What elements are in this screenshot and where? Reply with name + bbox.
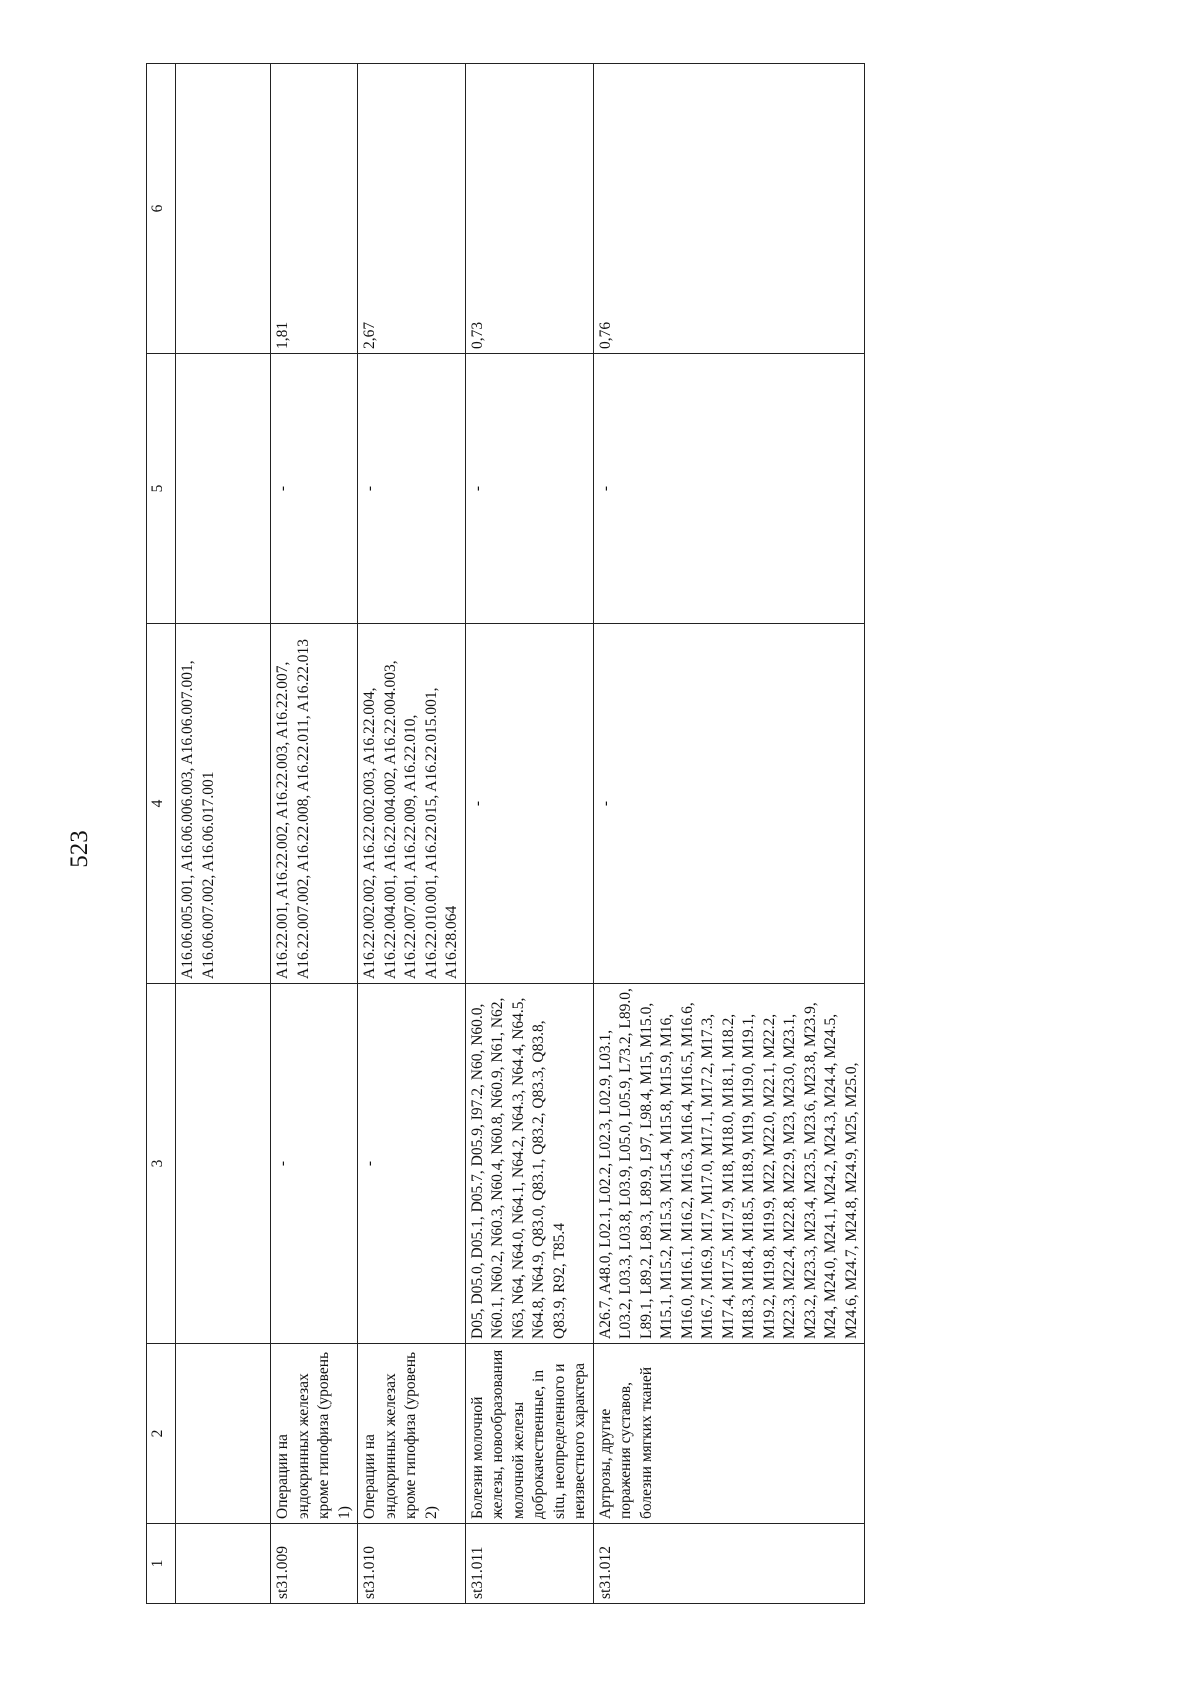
cell-diagnoses: A26.7, A48.0, L02.1, L02.2, L02.3, L02.9, L03.1, L03.2, L03.3, L03.8, L03.9, L05.0, L05.9, L73.2, L89.0, L89.1, L89.2, L89.3, L89.9, L97, L98.4, M15, M15.0, M15.1, M15.2, M15.3, M15.4, M15.8, M15.9, M16, M16.0, M16.1, M16.2, M16.3, M16.4, M16.5, M16.6, M16.7, M16.9, M17, M17.0, M17.1, M17.2, M17.3, M17.4, M17.5, M17.9, M18, M18.0, M18.1, M18.2, M18.3, M18.4, M18.5, M18.9, M19, M19.0, M19.1, M19.2, M19.8, M19.9, M22, M22.0, M22.1, M22.2, M22.3, M22.4, M22.8, M22.9, M23, M23.0, M23.1, M23.2, M23.3, M23.4, M23.5, M23.6, M23.8, M23.9, M24, M24.0, M24.1, M24.2, M24.3, M24.4, M24.5, M24.6, M24.7, M24.8, M24.9, M25, M25.0, (593, 984, 865, 1344)
page-number: 523 (66, 830, 93, 868)
table-row (271, 64, 358, 1604)
cell-services: A16.22.002.002, A16.22.002.003, A16.22.004, A16.22.004.001, A16.22.004.002, A16.22.004.003, A16.22.007.001, A16.22.009, A16.22.010, A16.22.010.001, A16.22.015, A16.22.015.001, A16.28.064 (358, 624, 466, 984)
header-col-2: 2 (147, 1344, 176, 1524)
cell-code: st31.009 (271, 1524, 358, 1604)
cell-col5: - (271, 354, 358, 624)
cell-code: st31.011 (465, 1524, 593, 1604)
cell-coefficient: 2,67 (358, 64, 466, 354)
header-col-4: 4 (147, 624, 176, 984)
cell-name: Операции на эндокринных железах кроме гипофиза (уровень 2) (358, 1344, 466, 1524)
header-row (147, 64, 176, 1604)
table-row (593, 64, 865, 1604)
header-col-3: 3 (147, 984, 176, 1344)
cell-col5: - (465, 354, 593, 624)
cell-services: - (593, 624, 865, 984)
cell-name: Артрозы, другие поражения суставов, болезни мягких тканей (593, 1344, 865, 1524)
cell-name: Болезни молочной железы, новообразования молочной железы доброкачественные, in situ, неопределенного и неизвестного характера (465, 1344, 593, 1524)
cell-col5: - (593, 354, 865, 624)
cell-diagnoses: - (271, 984, 358, 1344)
cell-diagnoses: - (358, 984, 466, 1344)
cell-code (176, 1524, 271, 1604)
cell-code: st31.012 (593, 1524, 865, 1604)
table-row-continued (176, 64, 271, 1604)
cell-coefficient (176, 64, 271, 354)
cell-coefficient: 1,81 (271, 64, 358, 354)
tariff-table-rotated (146, 64, 1076, 1604)
cell-coefficient: 0,73 (465, 64, 593, 354)
cell-name: Операции на эндокринных железах кроме гипофиза (уровень 1) (271, 1344, 358, 1524)
cell-code: st31.010 (358, 1524, 466, 1604)
cell-services: A16.22.001, A16.22.002, A16.22.003, A16.22.007, A16.22.007.002, A16.22.008, A16.22.011, A16.22.013 (271, 624, 358, 984)
cell-name (176, 1344, 271, 1524)
header-col-5: 5 (147, 354, 176, 624)
cell-diagnoses: D05, D05.0, D05.1, D05.7, D05.9, I97.2, N60, N60.0, N60.1, N60.2, N60.3, N60.4, N60.8, N60.9, N61, N62, N63, N64, N64.0, N64.1, N64.2, N64.3, N64.4, N64.5, N64.8, N64.9, Q83.0, Q83.1, Q83.2, Q83.3, Q83.8, Q83.9, R92, T85.4 (465, 984, 593, 1344)
cell-col5: - (358, 354, 466, 624)
tariff-table (146, 63, 865, 1604)
header-col-6: 6 (147, 64, 176, 354)
cell-services: A16.06.005.001, A16.06.006.003, A16.06.007.001, A16.06.007.002, A16.06.017.001 (176, 624, 271, 984)
header-col-1: 1 (147, 1524, 176, 1604)
cell-diagnoses (176, 984, 271, 1344)
cell-col5 (176, 354, 271, 624)
cell-coefficient: 0,76 (593, 64, 865, 354)
table-row (358, 64, 466, 1604)
table-row (465, 64, 593, 1604)
cell-services: - (465, 624, 593, 984)
